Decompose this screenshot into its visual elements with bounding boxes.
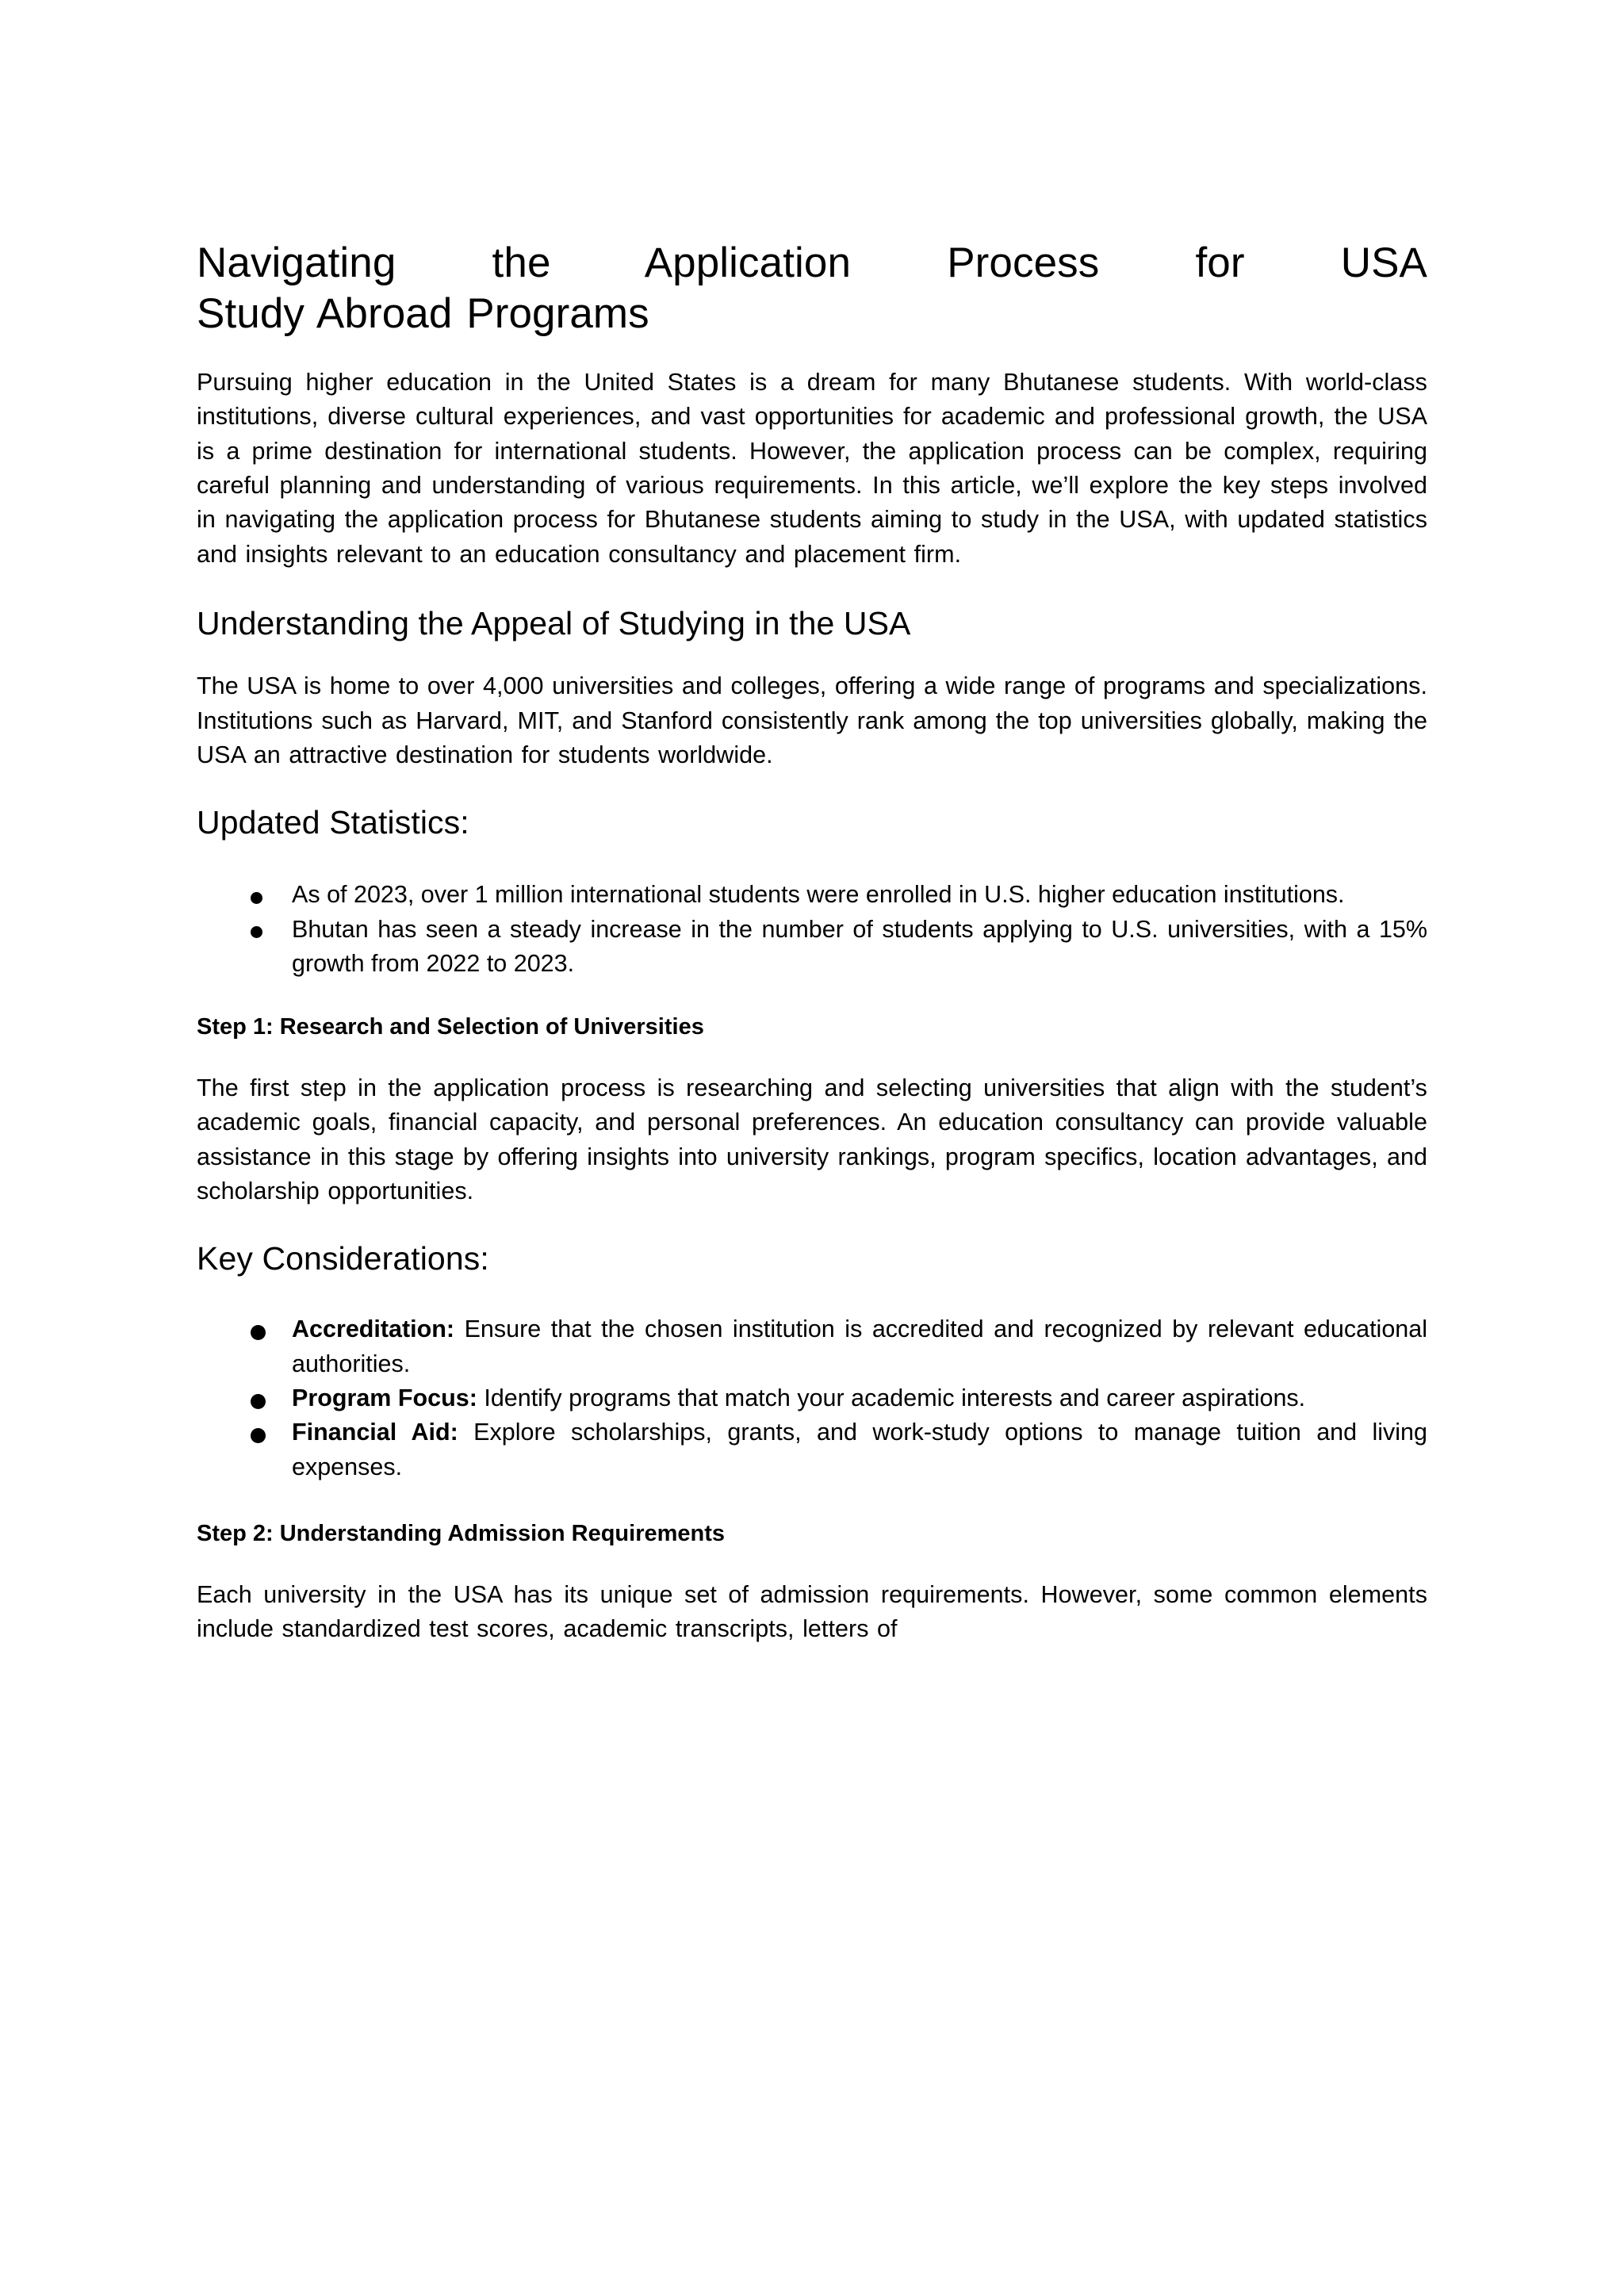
bullet-icon [251, 926, 262, 938]
page-title [197, 238, 1427, 339]
spacer [197, 1484, 1427, 1519]
list-item-text: Identify programs that match your academic interests and career aspirations. [477, 1384, 1306, 1411]
spacer [197, 981, 1427, 1013]
page-title-line-1: Navigating the Application Process for USA [197, 239, 1427, 286]
list-item-lead: Accreditation: [292, 1316, 455, 1343]
list-item-body [292, 1312, 1427, 1381]
section-heading-appeal: Understanding the Appeal of Studying in the USA [197, 604, 911, 641]
list-item-text: Bhutan has seen a steady increase in the number of students applying to U.S. universities, with a 15% growth from 2022 to 2023. [292, 915, 1427, 977]
spacer [197, 1279, 1427, 1312]
spacer [197, 1549, 1427, 1578]
intro-paragraph: Pursuing higher education in the United States is a dream for many Bhutanese students. With world-class institutions, diverse cultural experiences, and vast opportunities for academic and professional growth, the USA is a prime destination for international students. However, the application process can be complex, requiring careful planning and understanding of various requirements. In this article, we’ll explore the key steps involved in navigating the application process for Bhutanese students aiming to study in the USA, with updated statistics and insights relevant to an education consultancy and placement firm. [197, 369, 1427, 568]
step-1-heading: Step 1: Research and Selection of Universities [197, 1014, 704, 1040]
bullet-icon [251, 1394, 266, 1409]
section-heading-updated-statistics: Updated Statistics: [197, 804, 469, 841]
appeal-paragraph: The USA is home to over 4,000 universities and colleges, offering a wide range of programs and specializations. Institutions such as Harvard, MIT, and Stanford consistently rank among the top universities globally, making the USA an attractive destination for students worldwide. [197, 672, 1427, 768]
section-heading-key-considerations: Key Considerations: [197, 1240, 489, 1277]
list-item-lead: Program Focus: [292, 1384, 477, 1411]
spacer [197, 644, 1427, 669]
spacer [197, 572, 1427, 603]
list-item [197, 1381, 1427, 1415]
list-item-text: As of 2023, over 1 million international students were enrolled in U.S. higher education institutions. [292, 881, 1345, 909]
list-item [197, 1415, 1427, 1484]
spacer [197, 1043, 1427, 1071]
list-item-text: Ensure that the chosen institution is accredited and recognized by relevant educational authorities. [292, 1316, 1427, 1377]
list-item-body [292, 1381, 1427, 1415]
step-1-paragraph: The first step in the application process is researching and selecting universities that align with the student’s academic goals, financial capacity, and personal preferences. An education consultancy can provide valuable assistance in this stage by offering insights into university rankings, program specifics, location advantages, and scholarship opportunities. [197, 1074, 1427, 1204]
list-item-body [292, 1415, 1427, 1484]
updated-statistics-list [197, 878, 1427, 981]
spacer [197, 843, 1427, 878]
step-2-paragraph: Each university in the USA has its unique set of admission requirements. However, some common elements include standardized test scores, academic transcripts, letters of [197, 1580, 1427, 1642]
list-item-lead: Financial Aid: [292, 1419, 458, 1446]
spacer [197, 772, 1427, 802]
list-item-text: Explore scholarships, grants, and work-study options to manage tuition and living expenses. [292, 1419, 1427, 1480]
list-item [197, 878, 1427, 912]
bullet-icon [251, 892, 262, 904]
document-content [197, 238, 1427, 1646]
step-2-heading: Step 2: Understanding Admission Requirements [197, 1520, 726, 1546]
bullet-icon [251, 1428, 266, 1443]
bullet-icon [251, 1325, 266, 1340]
list-item [197, 913, 1427, 982]
spacer [197, 339, 1427, 366]
spacer [197, 1208, 1427, 1239]
page-title-line-2: Study Abroad Programs [197, 289, 649, 337]
list-item [197, 1312, 1427, 1381]
key-considerations-list [197, 1312, 1427, 1484]
